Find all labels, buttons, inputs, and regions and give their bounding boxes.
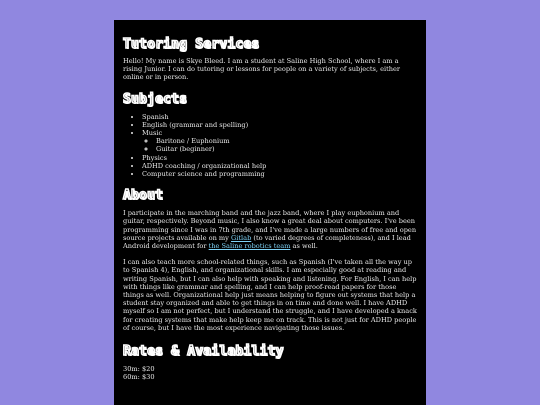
rate-60m: 60m: $30 bbox=[123, 373, 155, 382]
about-text-a: I participate in the marching band and the jazz band, where I play euphonium and guitar, respectively. Beyond music, I also know a great deal about computers. I've been programming since I was in 7th grade, and I've made a large numbers of free and open source projects available on my bbox=[123, 209, 417, 242]
robotics-team-link[interactable]: the Saline robotics team bbox=[208, 242, 291, 251]
about-paragraph-2: I can also teach more school-related things, such as Spanish (I've taken all the way up to Spanish 4), English, and organizational skills. I am especially good at reading and writing Spanish, but I can also help with speaking and listening. For English, I can help with things like grammar and spelling, and I can help proof-read papers for those things as well. Organizational help just means helping to figure out systems that help a student stay organized and able to get things in on time and done well. I have ADHD myself so I am not perfect, but I understand the struggle, and I have developed a knack for creating systems that make help keep me on track. This is not just for ADHD people of course, but I have the most experience navigating those issues. bbox=[123, 258, 417, 332]
rates-section bbox=[123, 344, 417, 381]
list-item-physics: • Physics bbox=[142, 154, 417, 162]
music-sublist bbox=[142, 137, 417, 153]
subjects-heading: Subjects bbox=[123, 91, 188, 107]
tutoring-section bbox=[123, 37, 417, 82]
intro-paragraph: Hello! My name is Skye Bleed. I am a student at Saline High School, where I am a rising Junior. I can do tutoring or lessons for people on a variety of subjects, either online or in person. bbox=[123, 57, 401, 82]
about-heading: About bbox=[123, 188, 164, 204]
rate-30m: 30m: $20 bbox=[123, 365, 155, 374]
gitlab-link[interactable]: Gitlab bbox=[231, 233, 252, 242]
about-paragraph-1 bbox=[123, 209, 417, 250]
content-panel bbox=[114, 20, 426, 405]
list-item-spanish: • Spanish bbox=[142, 113, 417, 121]
list-item-music-label: Music bbox=[142, 129, 163, 138]
list-item-adhd: • ADHD coaching / organizational help bbox=[142, 162, 417, 170]
about-section bbox=[123, 188, 417, 332]
rates-heading: Rates & Availability bbox=[123, 344, 284, 360]
list-item-baritone: ◦ Baritone / Euphonium bbox=[156, 137, 417, 145]
tutoring-heading: Tutoring Services bbox=[123, 37, 260, 52]
about-text-b: (to varied degrees of completeness), and I lead Android development for bbox=[123, 233, 411, 251]
list-item-music bbox=[142, 129, 417, 154]
list-item-guitar: ◦ Guitar (beginner) bbox=[156, 145, 417, 153]
about-text-c: as well. bbox=[290, 242, 318, 251]
list-item-english: • English (grammar and spelling) bbox=[142, 121, 417, 129]
subjects-list bbox=[123, 113, 417, 179]
list-item-cs: • Computer science and programming bbox=[142, 170, 417, 178]
subjects-section bbox=[123, 92, 417, 179]
